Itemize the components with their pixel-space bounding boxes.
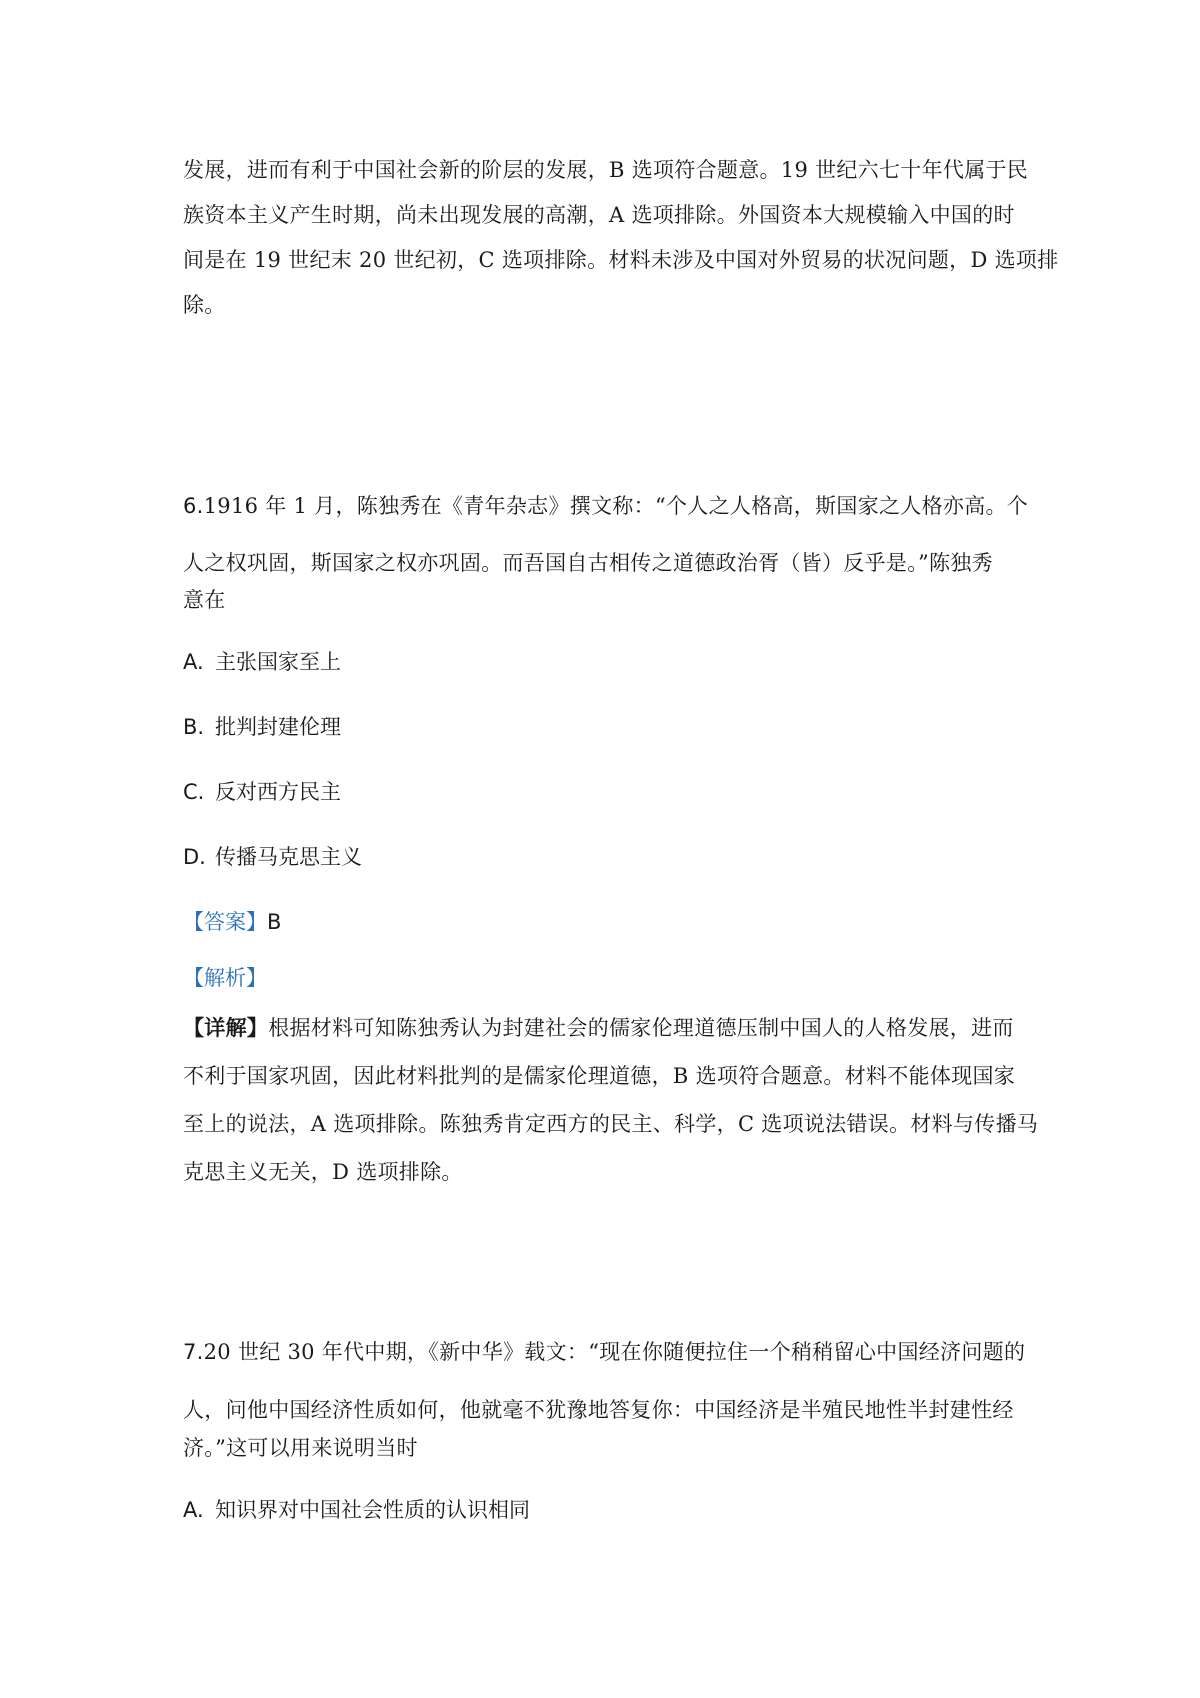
- option-letter: A.: [183, 1498, 204, 1522]
- option-d: [183, 842, 362, 872]
- question-7-stem: [183, 1323, 1026, 1439]
- text-line: 20 世纪 30 年代中期，《新中华》载文：“现在你随便拉住一个稍稍留心中国经济问题的: [203, 1340, 1026, 1364]
- option-text: 传播马克思主义: [215, 845, 362, 869]
- text-line: 间是在 19 世纪末 20 世纪初，C 选项排除。材料未涉及中国对外贸易的状况问题，D 选项排: [183, 248, 1059, 272]
- option-letter: C.: [183, 780, 205, 804]
- explanation-continuation: [183, 148, 1059, 328]
- question-number: 6.: [183, 494, 204, 518]
- option-c: [183, 777, 341, 807]
- answer-label: 【答案】: [183, 910, 267, 934]
- text-line: 根据材料可知陈独秀认为封建社会的儒家伦理道德压制中国人的人格发展，进而: [268, 1016, 1014, 1040]
- text-line: 不利于国家巩固，因此材料批判的是儒家伦理道德，B 选项符合题意。材料不能体现国家: [183, 1064, 1016, 1088]
- answer-row: [183, 907, 281, 937]
- text-line: 族资本主义产生时期，尚未出现发展的高潮，A 选项排除。外国资本大规模输入中国的时: [183, 203, 1015, 227]
- question-number: 7.: [183, 1340, 204, 1364]
- question-7-stem-end: [183, 1433, 1023, 1463]
- answer-value: B: [267, 910, 282, 934]
- text-line: 发展，进而有利于中国社会新的阶层的发展，B 选项符合题意。19 世纪六七十年代属于民: [183, 158, 1029, 182]
- option-a: [183, 647, 341, 677]
- option-letter: B.: [183, 715, 205, 739]
- detail-label: 【详解】: [183, 1015, 269, 1040]
- option-text: 批判封建伦理: [215, 715, 341, 739]
- text-line: 除。: [183, 293, 226, 317]
- question-6-stem-end: [183, 585, 1023, 615]
- text-line: 至上的说法，A 选项排除。陈独秀肯定西方的民主、科学，C 选项说法错误。材料与传播马: [183, 1112, 1039, 1136]
- analysis-label: 【解析】: [183, 966, 267, 990]
- option-letter: D.: [183, 845, 206, 869]
- analysis-row: [183, 963, 267, 993]
- text-line: 克思主义无关，D 选项排除。: [183, 1160, 463, 1184]
- text-line: 意在: [183, 588, 226, 612]
- question-6-stem: [183, 478, 1029, 592]
- detail-explanation: [183, 1004, 1039, 1196]
- option-text: 反对西方民主: [215, 780, 341, 804]
- text-line: 济。”这可以用来说明当时: [183, 1436, 418, 1460]
- option-text: 知识界对中国社会性质的认识相同: [215, 1498, 530, 1522]
- q7-option-a: [183, 1495, 530, 1525]
- text-line: 人，问他中国经济性质如何，他就毫不犹豫地答复你：中国经济是半殖民地性半封建性经: [183, 1398, 1014, 1422]
- option-text: 主张国家至上: [215, 650, 341, 674]
- option-letter: A.: [183, 650, 204, 674]
- text-line: 1916 年 1 月，陈独秀在《青年杂志》撰文称：“个人之人格高，斯国家之人格亦高。个: [203, 494, 1029, 518]
- text-line: 人之权巩固，斯国家之权亦巩固。而吾国自古相传之道德政治胥（皆）反乎是。”陈独秀: [183, 551, 993, 575]
- option-b: [183, 712, 341, 742]
